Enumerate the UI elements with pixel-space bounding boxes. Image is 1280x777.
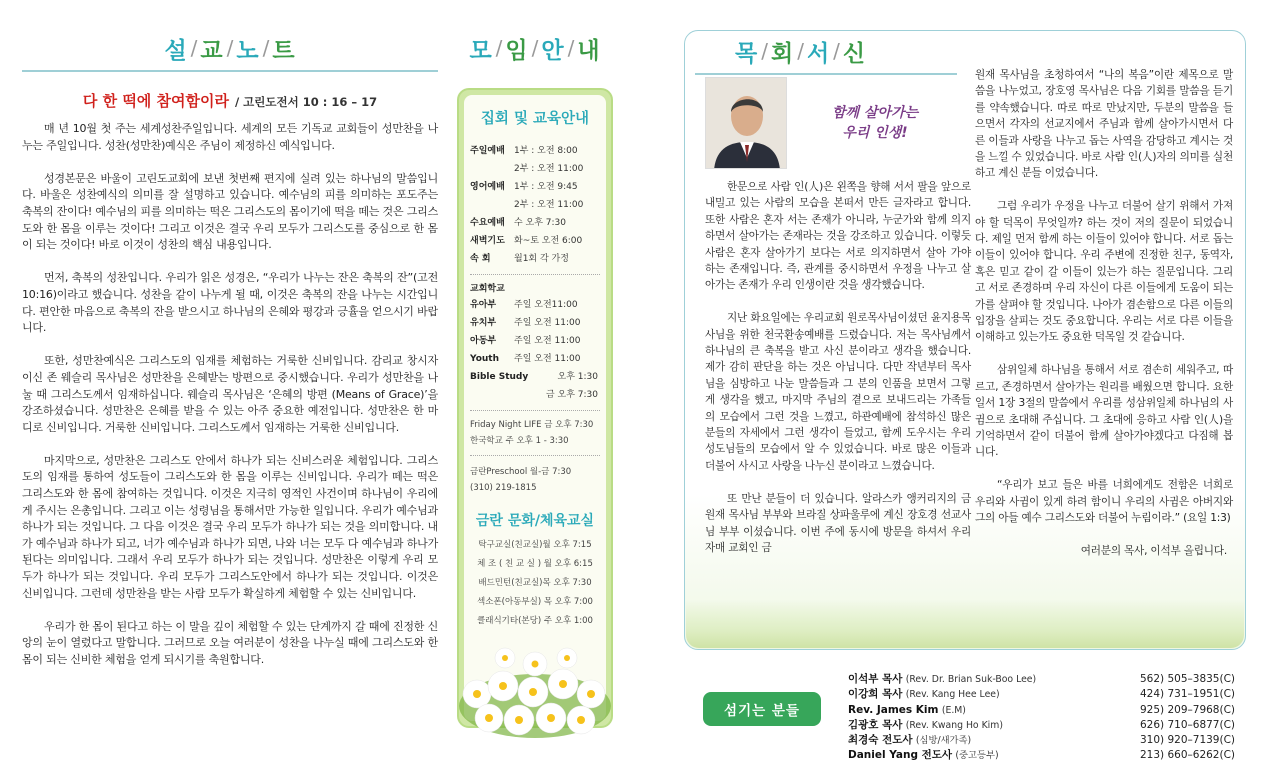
schedule-value: 월1회 각 가정 bbox=[514, 254, 569, 264]
title-separator: / bbox=[761, 39, 768, 63]
schedule-row bbox=[470, 368, 600, 386]
title-separator: / bbox=[495, 36, 503, 60]
staff-phone: 626) 710–6877(C) bbox=[1140, 718, 1236, 731]
schedule-value: 주일 오전 11:00 bbox=[514, 354, 581, 364]
schedule-label: 새벽기도 bbox=[470, 236, 505, 246]
staff-name-text: 최경숙 전도사 bbox=[848, 734, 913, 747]
schedule-label: 영어예배 bbox=[470, 182, 505, 192]
schedule-value: 2부 : 오전 11:00 bbox=[514, 164, 584, 174]
paragraph: 성경본문은 바울이 고린도교회에 보낸 첫번째 편지에 실려 있는 하나님의 말씀입니다. 바울은 성찬예식의 의미를 잘 설명하고 있습니다. 예수님의 피를 의미하는 포도주는 축복의 잔이다! 예수님의 피를 의미하는 떡은 그리스도의 몸이기에 떡을 떼는 것은 그리스도와 한 몸을 이루는 것이다! 그리고 이것은 결국 우리 모두가 그리스도를 중심으로 한 몸이 되는 것이다! 바로 이것이 성찬의 핵심 내용입니다. bbox=[22, 171, 438, 252]
title-char: 목 bbox=[735, 40, 759, 67]
letter-column-right bbox=[975, 67, 1233, 576]
schedule-label: 수요예배 bbox=[470, 218, 505, 228]
schedule-value: 수 오후 7:30 bbox=[514, 218, 567, 228]
schedule-value: 1부 : 오전 8:00 bbox=[514, 146, 578, 156]
schedule-value: 금 오후 7:30 bbox=[545, 390, 598, 400]
paragraph: 매 년 10월 첫 주는 세계성찬주일입니다. 세계의 모든 기독교 교회들이 성만찬을 나누는 주일입니다. 성찬(성만찬)예식은 주님이 제정하신 예식입니다. bbox=[22, 122, 438, 152]
school-schedule bbox=[464, 296, 606, 404]
sermon-title bbox=[22, 30, 438, 66]
pastor-letter-title bbox=[685, 31, 1245, 71]
schedule-heading: 집회 및 교육안내 bbox=[480, 111, 590, 127]
pastor-portrait-icon bbox=[706, 78, 787, 169]
staff-phone: 925) 209–7968(C) bbox=[1140, 703, 1236, 716]
staff-detail: (Rev. Dr. Brian Suk-Boo Lee) bbox=[905, 674, 1037, 685]
staff-list bbox=[848, 672, 1248, 764]
title-char: 안 bbox=[541, 37, 565, 64]
staff-detail: (중고등부) bbox=[955, 750, 999, 762]
class-item: 탁구교실(친교실)월 오후 7:15 bbox=[478, 540, 592, 550]
staff-name-text: 김광호 목사 bbox=[848, 718, 903, 731]
quote-line: 함께 살아가는 bbox=[831, 105, 919, 121]
title-char: 신 bbox=[842, 40, 867, 67]
staff-phone: 213) 660–6262(C) bbox=[1140, 749, 1236, 762]
staff-detail: (Rev. Kang Hee Lee) bbox=[905, 689, 1000, 701]
meeting-title bbox=[455, 30, 615, 66]
staff-phone: 562) 505–3835(C) bbox=[1140, 673, 1236, 685]
meeting-section bbox=[455, 30, 615, 770]
schedule-label: 아동부 bbox=[470, 336, 497, 346]
schedule-label bbox=[470, 386, 514, 404]
staff-name bbox=[848, 703, 1140, 718]
scripture-reference: / 고린도전서 10 : 16 – 17 bbox=[234, 95, 378, 109]
schedule-row bbox=[470, 386, 600, 404]
schedule-label bbox=[470, 196, 514, 214]
preschool: 금란Preschool 월-금 7:30 bbox=[470, 467, 572, 477]
paragraph: 또 만난 분들이 더 있습니다. 알라스카 앵커리지의 금원재 목사님 부부와 브라질 상파울루에 계신 장호경 선교사님 부부 이셨습니다. 이번 주에 동시에 방문을 하셔서 우리 자매 교회인 금 bbox=[705, 492, 971, 554]
schedule-row bbox=[470, 250, 600, 268]
sermon-heading bbox=[22, 90, 438, 111]
title-char: 교 bbox=[200, 37, 224, 64]
schedule-label: 주일예배 bbox=[470, 146, 505, 156]
schedule-value: 주일 오전 11:00 bbox=[514, 318, 581, 328]
schedule-row bbox=[470, 296, 600, 314]
staff-label-button: 섬기는 분들 bbox=[703, 692, 821, 726]
quote-line: 우리 인생! bbox=[842, 125, 908, 141]
paragraph: 마지막으로, 성만찬은 그리스도 안에서 하나가 되는 신비스러운 체험입니다. 그리스도의 임재를 통하여 성도들이 그리스도와 한 몸을 이루는 신비입니다. 우리가 떼는 떡은 그리스도와 한 몸에 참여하는 것입니다. 이것은 지극히 영적인 사건이며 하나님이 우리에게 주시는 은총입니다. 그리고 이는 성령님을 통해서만 가능한 일입니다. 우리가 예수님과 하나가 되는 것입니다. 그 다음 이것은 결국 우리 모두가 하나가 되는 것을 의미합니다. 내가 예수님과 하나가 되고, 너가 예수님과 하나가 되면, 나와 너는 모두 다 예수님과 하나가 된다는 의미입니다. 그래서 우리 모두가 하나가 되는 것입니다. 성만찬은 이렇게 우리 모두가 하나가 되는 것입니다. 우리 모두가 그리스도안에서 하나가 되는 것입니다. 이것은 신비입니다. 그런데 성만찬을 받는 사람 모두가 확실하게 체험할 수 있는 신비입니다. bbox=[22, 453, 438, 600]
title-char: 모 bbox=[469, 37, 493, 64]
divider bbox=[695, 73, 957, 75]
staff-name bbox=[848, 748, 1140, 763]
schedule-value: 화~토 오전 6:00 bbox=[514, 236, 583, 246]
letter-signoff: 여러분의 목사, 이석부 올립니다. bbox=[1080, 544, 1227, 557]
staff-name bbox=[848, 672, 1140, 687]
schedule-row bbox=[470, 160, 600, 178]
dotted-divider bbox=[470, 410, 600, 411]
paragraph: 그럼 우리가 우정을 나누고 더불어 살기 위해서 가져야 할 덕목이 무엇일까? 하는 것이 저의 질문이 되었습니다. 제일 먼저 함께 하는 이들이 있어야 합니다. 서로 돕는 이들이 있어야 합니다. 우리 주변에 진정한 친구, 동역자, 혹은 믿고 같이 갈 이들이 있는가 하는 질문입니다. 그리고 서로 존경하며 우리 자신이 다른 이들에게 도움이 되는가를 살펴야 할 것입니다. 나아가 겸손함으로 다른 이들의 입장을 살피는 것도 중요합니다. 우리는 서로 다른 이들을 이해하고 있는가도 중요한 덕목일 것 같습니다. bbox=[975, 200, 1233, 344]
title-char: 설 bbox=[164, 37, 188, 64]
grass-decoration bbox=[686, 600, 1244, 648]
schedule-panel-inner bbox=[464, 95, 606, 721]
schedule-row bbox=[470, 196, 600, 214]
sermon-body bbox=[22, 121, 438, 669]
title-separator: / bbox=[567, 36, 575, 60]
schedule-row bbox=[470, 350, 600, 368]
staff-phone: 310) 920–7139(C) bbox=[1140, 734, 1236, 747]
class-item: 클래식기타(본당) 주 오후 1:00 bbox=[477, 616, 593, 626]
staff-name-text: 이강희 목사 bbox=[848, 688, 903, 701]
schedule-label: 유치부 bbox=[470, 318, 497, 328]
staff-row bbox=[848, 748, 1248, 763]
schedule-label: 속 회 bbox=[470, 254, 491, 264]
schedule-value: 주일 오전 11:00 bbox=[514, 336, 581, 346]
class-item: 섹소폰(아동부실) 목 오후 7:00 bbox=[477, 597, 593, 607]
schedule-value: 주일 오전11:00 bbox=[514, 300, 578, 310]
schedule-label: 유아부 bbox=[470, 300, 497, 310]
title-separator: / bbox=[833, 39, 840, 63]
paragraph: 우리가 한 몸이 된다고 하는 이 말을 깊이 체험할 수 있는 단계까지 갈 때에 진정한 신앙의 눈이 열렸다고 말합니다. 그러므로 오늘 여러분이 성찬을 나누실 때에 그리스도와 한 몸이 되는 신비한 체험을 얻게 되시기를 축원합니다. bbox=[22, 619, 438, 666]
sermon-section bbox=[22, 30, 438, 770]
friday-night-life: Friday Night LIFE 금 오후 7:30 bbox=[470, 420, 594, 430]
paragraph: 삼위일체 하나님을 통해서 서로 겸손히 세워주고, 따르고, 존경하면서 살아가는 원리를 배웠으면 합니다. 요한일서 1장 3절의 말씀에서 우리를 성삼위일체 하나님의 사귐으로 초대해 주십니다. 그 초대에 응하고 사람 인(人)을 기억하면서 같이 더불어 함께 살아가야겠다고 다짐해 봅니다. bbox=[975, 364, 1233, 459]
title-separator: / bbox=[531, 36, 539, 60]
dotted-divider bbox=[470, 455, 600, 456]
title-char: 노 bbox=[236, 37, 260, 64]
schedule-value: 오후 1:30 bbox=[557, 372, 598, 382]
staff-row bbox=[848, 733, 1248, 748]
class-item: 배드민턴(친교실)목 오후 7:30 bbox=[478, 578, 592, 588]
schedule-label: Youth bbox=[470, 354, 499, 364]
title-separator: / bbox=[226, 36, 234, 60]
divider bbox=[22, 70, 438, 72]
schedule-label bbox=[470, 160, 514, 178]
schedule-row bbox=[470, 178, 600, 196]
staff-name-text: Rev. James Kim bbox=[848, 703, 939, 716]
staff-detail: (Rev. Kwang Ho Kim) bbox=[905, 719, 1003, 731]
staff-name-text: Daniel Yang 전도사 bbox=[848, 749, 953, 762]
schedule-row bbox=[470, 214, 600, 232]
schedule-value: 2부 : 오전 11:00 bbox=[514, 200, 584, 210]
staff-detail: (E.M) bbox=[941, 704, 966, 716]
dotted-divider bbox=[470, 274, 600, 275]
staff-name-text: 이석부 목사 bbox=[848, 673, 903, 685]
paragraph: 먼저, 축복의 성찬입니다. 우리가 읽은 성경은, “우리가 나누는 잔은 축복의 잔”(고전 10:16)이라고 했습니다. 성찬을 같이 나누게 될 때, 이것은 축복의 잔을 나누는 시간입니다. 편안한 마음으로 축복의 잔을 받으시고 하나님의 은혜와 평강과 긍휼을 얻으시기 바랍니다. bbox=[22, 271, 438, 335]
title-separator: / bbox=[797, 39, 804, 63]
title-char: 임 bbox=[505, 37, 529, 64]
staff-row bbox=[848, 718, 1248, 733]
staff-name bbox=[848, 687, 1140, 702]
sermon-heading-text: 다 한 떡에 참여함이라 bbox=[82, 92, 229, 110]
korean-school: 한국학교 주 오후 1 - 3:30 bbox=[470, 436, 569, 446]
title-separator: / bbox=[190, 36, 198, 60]
staff-name bbox=[848, 718, 1140, 733]
paragraph: 또한, 성만찬예식은 그리스도의 임재를 체험하는 거룩한 신비입니다. 감리교 창시자이신 존 웨슬리 목사님은 성만찬을 은혜받는 방편으로 중시했습니다. 우리가 성만찬을 나눌 때 그리스도께서 임재하십니다. 웨슬리 목사님은 ‘은혜의 방편 (Means of Grace)’을 강조하셨습니다. 성만찬은 은혜를 받을 수 있는 아주 중요한 예전입니다. 성만찬은 한 마디로 신비입니다. 거룩한 신비입니다. 그리스도께서 임재하는 거룩한 신비입니다. bbox=[22, 354, 438, 434]
staff-name bbox=[848, 733, 1140, 748]
title-char: 내 bbox=[577, 37, 601, 64]
schedule-value: 1부 : 오전 9:45 bbox=[514, 182, 578, 192]
title-char: 회 bbox=[770, 40, 795, 67]
schedule-row bbox=[470, 232, 600, 250]
schedule-panel bbox=[457, 88, 613, 728]
letter-column-left bbox=[705, 179, 971, 573]
paragraph: “우리가 보고 들은 바를 너희에게도 전함은 너희로 우리와 사귐이 있게 하려 함이니 우리의 사귐은 아버지와 그의 아들 예수 그리스도와 더불어 누림이라.” (요일 1:3) bbox=[975, 479, 1233, 524]
class-item: 체 조 ( 친 교 실 ) 월 오후 6:15 bbox=[477, 559, 593, 569]
worship-schedule bbox=[464, 142, 606, 268]
title-separator: / bbox=[262, 36, 270, 60]
schedule-row bbox=[470, 332, 600, 350]
pastor-quote bbox=[815, 103, 935, 143]
schedule-label: Bible Study bbox=[470, 372, 529, 382]
pastor-letter-section bbox=[684, 30, 1246, 650]
paragraph: 원재 목사님을 초청하여서 “나의 복음”이란 제목으로 말씀을 나누었고, 장호영 목사님은 다음 기회를 말씀을 듣기를 약속했습니다. 따로 따로 만났지만, 두분의 말씀을 들으면서 각자의 선교지에서 주님과 함께 살아가시면서 다른 이들과 사랑을 나누고 돕는 사역을 감당하고 계시는 것을 느낄 수 있었습니다. 바로 사람 인(人)자의 의미를 실천하고 계신 분들 이었습니다. bbox=[975, 69, 1233, 180]
schedule-row bbox=[470, 142, 600, 160]
paragraph: 한문으로 사람 인(人)은 왼쪽을 향해 서서 팔을 앞으로 내밀고 있는 사람의 모습을 본떠서 만든 글자라고 합니다. 또한 사람은 혼자 서는 존재가 아니라, 누군가와 함께 의지하면서 살아가는 존재라는 것을 강조하고 있습니다. 이렇듯 사람은 혼자 살아가기 보다는 서로 의지하면서 살아 가야 하는 존재입니다. 즉, 관계를 중시하면서 우정을 나누고 살아가는 존재가 우리 인생이란 것을 생각했습니다. bbox=[705, 181, 971, 292]
school-heading: 교회학교 bbox=[470, 284, 505, 294]
daisy-flowers-illustration bbox=[455, 636, 615, 746]
title-char: 서 bbox=[806, 40, 831, 67]
staff-phone: 424) 731–1951(C) bbox=[1140, 688, 1236, 701]
staff-row bbox=[848, 703, 1248, 718]
staff-row bbox=[848, 672, 1248, 687]
staff-row bbox=[848, 687, 1248, 702]
title-char: 트 bbox=[272, 37, 296, 64]
pastor-photo bbox=[705, 77, 787, 169]
schedule-row bbox=[470, 314, 600, 332]
paragraph: 지난 화요일에는 우리교회 원로목사님이셨던 윤지용목사님을 위한 천국환송예배를 드렸습니다. 저는 목사님께서 하나님의 큰 축복을 받고 사신 분이라고 생각을 했습니다. 제가 감히 판단을 하는 것은 아닙니다. 다만 작년부터 목사님을 심방하고 나눈 말씀들과 그 분의 인품을 보면서 그렇게 생각을 했고, 마지막 주님의 곁으로 보내드리는 가족들의 모습에서 그런 것을 느꼈고, 하관예배에 참석하신 많은 분들의 자세에서 그런 생각이 들었고, 함께 도우시는 우리 성도님들의 모습에서 알 수 있었습니다. 바로 많은 이들과 더불어 사시고 사랑을 나누신 분이라고 느꼈습니다. bbox=[705, 312, 971, 472]
culture-heading: 금란 문화/체육교실 bbox=[475, 513, 595, 529]
staff-detail: (심방/새가족) bbox=[915, 735, 972, 747]
culture-class-list bbox=[464, 536, 606, 631]
preschool-phone: (310) 219-1815 bbox=[470, 483, 537, 493]
